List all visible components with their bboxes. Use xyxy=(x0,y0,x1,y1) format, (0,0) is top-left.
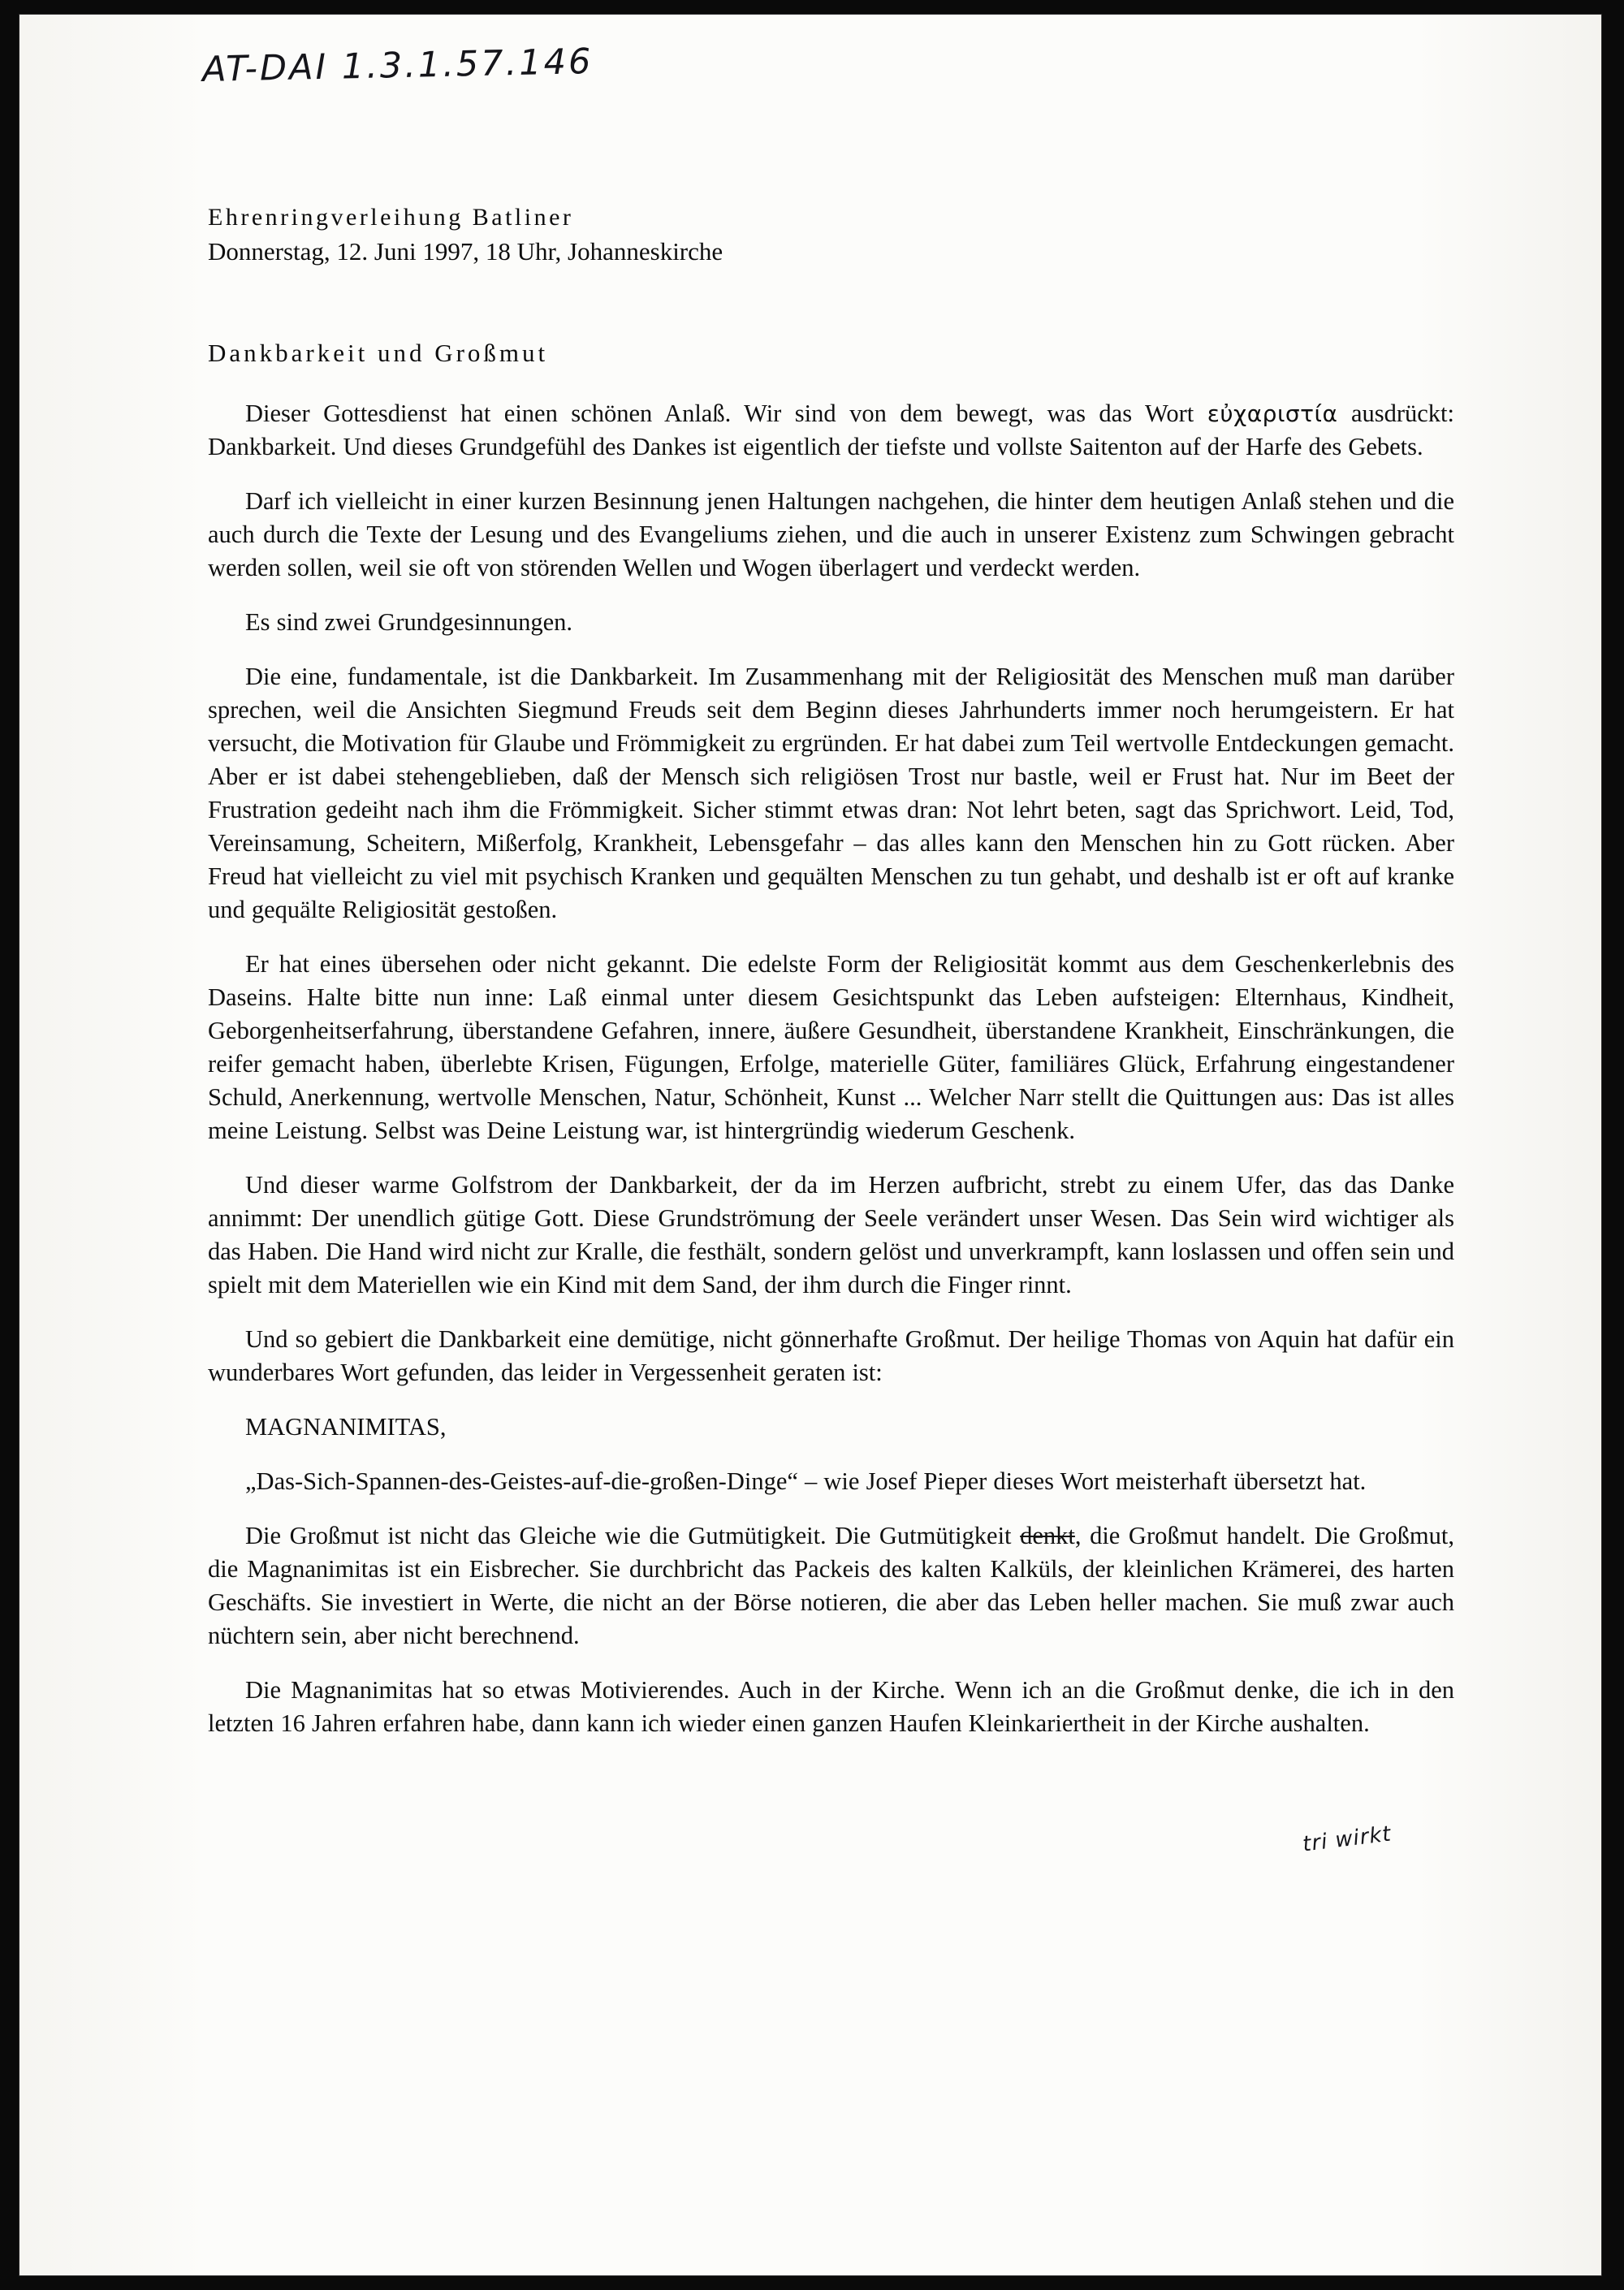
greek-term: εὐχαριστία xyxy=(1207,400,1338,427)
page-surface xyxy=(19,15,1601,2275)
paragraph-5 xyxy=(208,948,1454,1147)
struck-word: denkt xyxy=(1020,1521,1075,1549)
document-title: Ehrenringverleihung Batliner xyxy=(208,204,574,231)
magnanimitas-term xyxy=(208,1411,1454,1444)
document-page xyxy=(19,15,1601,2275)
document-subtitle: Donnerstag, 12. Juni 1997, 18 Uhr, Johanneskirche xyxy=(208,237,723,266)
paragraph-7-text: Und so gebiert die Dankbarkeit eine demütige, nicht gönnerhafte Großmut. Der heilige Thomas von Aquin hat dafür ein wunderbares Wort gefunden, das leider in Vergessenheit geraten ist: xyxy=(208,1324,1454,1386)
paragraph-2-text: Darf ich vielleicht in einer kurzen Besinnung jenen Haltungen nachgehen, die hinter dem heutigen Anlaß stehen und die auch durch die Texte der Lesung und des Evangeliums ziehen, und die auch in unserer Existenz zum Schwingen gebracht werden sollen, weil sie oft von störenden Wellen und Wogen überlagert und verdeckt werden. xyxy=(208,486,1454,581)
paragraph-11 xyxy=(208,1674,1454,1740)
magnanimitas-text: MAGNANIMITAS, xyxy=(245,1412,447,1441)
paragraph-3-text: Es sind zwei Grundgesinnungen. xyxy=(245,607,573,636)
section-title: Dankbarkeit und Großmut xyxy=(208,338,549,367)
paragraph-1-text-b: ausdrückt: Dankbarkeit. Und dieses Grundgefühl des Dankes ist eigentlich der tiefste und vollste Saitenton auf der Harfe des Gebets. xyxy=(208,399,1455,460)
paragraph-9 xyxy=(208,1465,1454,1498)
paragraph-11-text: Die Magnanimitas hat so etwas Motivierendes. Auch in der Kirche. Wenn ich an die Großmut denke, die ich in den letzten 16 Jahren erfahren habe, dann kann ich wieder einen ganzen Haufen Kleinkariertheit in der Kirche aushalten. xyxy=(208,1676,1454,1738)
paragraph-2 xyxy=(208,485,1454,585)
paragraph-6-text: Und dieser warme Golfstrom der Dankbarkeit, der da im Herzen aufbricht, strebt zu einem Ufer, das das Danke annimmt: Der unendlich gütige Gott. Diese Grundströmung der Seele verändert unser Wesen. Das Sein wird wichtiger als das Haben. Die Hand wird nicht zur Kralle, die festhält, sondern gelöst und unverkrampft, kann loslassen und offen sein und spielt mit dem Materiellen wie ein Kind mit dem Sand, der ihm durch die Finger rinnt. xyxy=(208,1170,1454,1298)
paragraph-4-text: Die eine, fundamentale, ist die Dankbarkeit. Im Zusammenhang mit der Religiosität des Menschen muß man darüber sprechen, weil die Ansichten Siegmund Freuds seit dem Beginn dieses Jahrhunderts immer noch herumgeistern. Er hat versucht, die Motivation für Glaube und Frömmigkeit zu ergründen. Er hat dabei zum Teil wertvolle Entdeckungen gemacht. Aber er ist dabei stehengeblieben, daß der Mensch sich religiösen Trost nur bastle, weil er Frust hat. Nur im Beet der Frustration gedeiht nach ihm die Frömmigkeit. Sicher stimmt etwas dran: Not lehrt beten, sagt das Sprichwort. Leid, Tod, Vereinsamung, Scheitern, Mißerfolg, Krankheit, Lebensgefahr – das alles kann den Menschen hin zu Gott rücken. Aber Freud hat vielleicht zu viel mit psychisch Kranken und gequälten Menschen zu tun gehabt, und deshalb ist er oft auf kranke und gequälte Religiosität gestoßen. xyxy=(208,662,1454,923)
paragraph-10 xyxy=(208,1519,1454,1653)
document-content xyxy=(208,201,1454,1761)
paragraph-1-text-a: Dieser Gottesdienst hat einen schönen Anlaß. Wir sind von dem bewegt, was das Wort xyxy=(245,399,1194,427)
paragraph-10-text-b: , die Großmut handelt. Die Großmut, die Magnanimitas ist ein Eisbrecher. Sie durchbricht das Packeis des kalten Kalküls, der kleinlichen Krämerei, des harten Geschäfts. Sie investiert in Werte, die nicht an der Börse notieren, die aber das Leben heller machen. Sie muß zwar auch nüchtern sein, aber nicht berechnend. xyxy=(208,1521,1454,1650)
paragraph-6 xyxy=(208,1169,1454,1302)
archive-shelfmark: AT-DAI 1.3.1.57.146 xyxy=(201,41,594,91)
paragraph-5-text: Er hat eines übersehen oder nicht gekannt. Die edelste Form der Religiosität kommt aus dem Geschenkerlebnis des Daseins. Halte bitte nun inne: Laß einmal unter diesem Gesichtspunkt das Leben aufsteigen: Elternhaus, Kindheit, Geborgenheitserfahrung, überstandene Gefahren, innere, äußere Gesundheit, überstandene Krankheit, Einschränkungen, die reifer gemacht haben, überlebte Krisen, Fügungen, Erfolge, materielle Güter, familiäres Glück, Erfahrung eingestandener Schuld, Anerkennung, wertvolle Menschen, Natur, Schönheit, Kunst ... Welcher Narr stellt die Quittungen aus: Das ist alles meine Leistung. Selbst was Deine Leistung war, ist hintergründig wiederum Geschenk. xyxy=(208,949,1454,1144)
paragraph-3 xyxy=(208,606,1454,639)
paragraph-10-text-a: Die Großmut ist nicht das Gleiche wie die Gutmütigkeit. Die Gutmütigkeit xyxy=(245,1521,1021,1549)
paragraph-4 xyxy=(208,660,1454,927)
paragraph-1 xyxy=(208,397,1454,464)
paragraph-9-text: „Das-Sich-Spannen-des-Geistes-auf-die-großen-Dinge“ – wie Josef Pieper dieses Wort meisterhaft übersetzt hat. xyxy=(245,1467,1367,1495)
handwritten-correction: tri wirkt xyxy=(1301,1821,1393,1857)
paragraph-7 xyxy=(208,1323,1454,1389)
